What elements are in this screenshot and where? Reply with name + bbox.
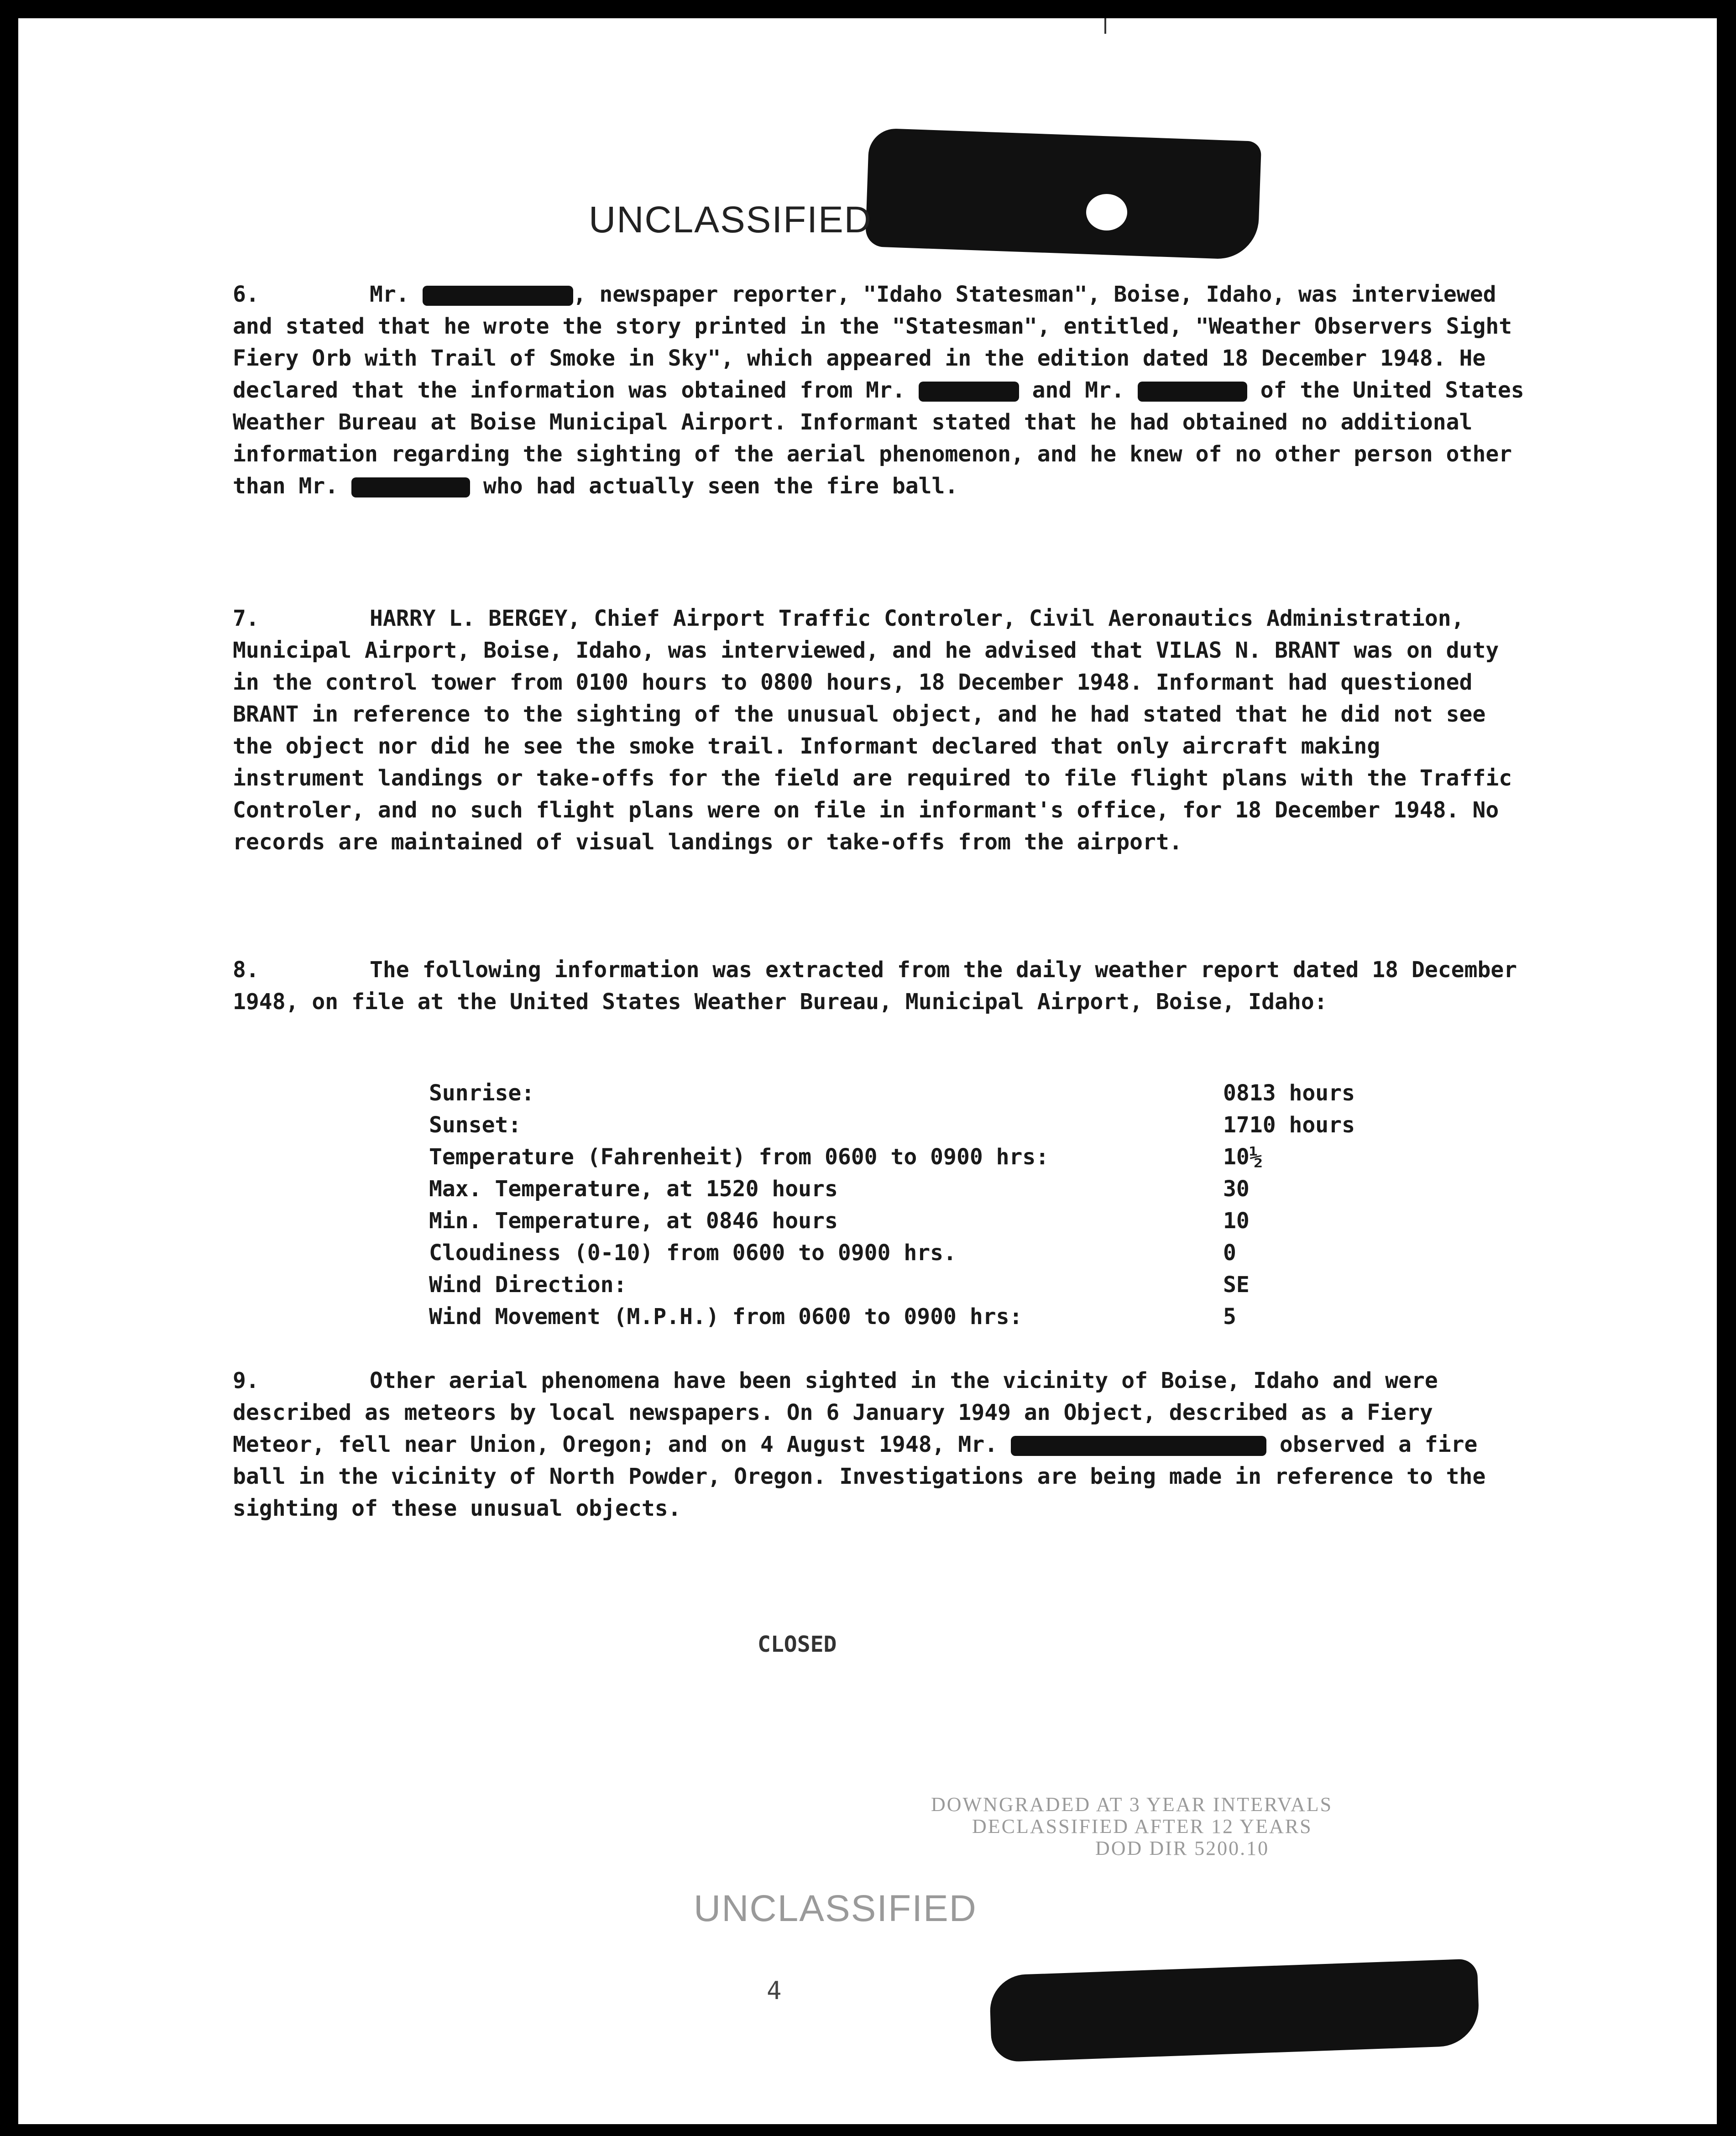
paragraph-text: Mr.	[370, 282, 423, 307]
top-edge-mark	[1104, 18, 1106, 34]
paragraph-8	[233, 954, 1531, 1018]
weather-row	[429, 1205, 1387, 1237]
weather-value: 10	[1223, 1208, 1250, 1234]
paragraph-7	[233, 602, 1524, 858]
paragraph-text: of the United States Weather Bureau at Boise Municipal Airport. Informant stated that he had obtained no additional information regarding the sighting of the aerial phenomenon, and he knew of no other person other than Mr.	[233, 377, 1537, 499]
weather-value: 0813 hours	[1223, 1080, 1355, 1106]
downgrade-line: DOD DIR 5200.10	[1095, 1837, 1270, 1859]
paragraph-number: 7.	[233, 606, 259, 631]
redaction-bar	[423, 286, 573, 306]
paragraph-number: 9.	[233, 1368, 259, 1393]
redaction-blot-top	[865, 128, 1262, 260]
weather-label: Max. Temperature, at 1520 hours	[429, 1176, 838, 1202]
weather-row	[429, 1141, 1387, 1173]
weather-value: SE	[1223, 1272, 1250, 1298]
weather-label: Wind Direction:	[429, 1272, 627, 1298]
paragraph-text: The following information was extracted from the daily weather report dated 18 December 1948, on file at the United States Weather Bureau, Municipal Airport, Boise, Idaho:	[233, 957, 1531, 1015]
paragraph-text: , newspaper reporter, "Idaho Statesman", Boise, Idaho, was interviewed and stated that he wrote the story printed in the "Statesman", entitled, "Weather Observers Sight Fiery Orb with Trail of Smoke in Sky", which appeared in the edition dated 18 December 1948. He declared that the information was obtained from Mr.	[233, 282, 1526, 403]
weather-label: Min. Temperature, at 0846 hours	[429, 1208, 838, 1234]
punch-hole	[1086, 194, 1127, 230]
paragraph-number: 6.	[233, 282, 259, 307]
paragraph-number: 8.	[233, 957, 259, 983]
redaction-bar	[1138, 382, 1247, 402]
classification-stamp-top: UNCLASSIFIED	[589, 199, 872, 241]
redaction-bar	[351, 477, 470, 497]
weather-label: Sunrise:	[429, 1080, 535, 1106]
weather-row	[429, 1237, 1387, 1269]
downgrade-line: DECLASSIFIED AFTER 12 YEARS	[972, 1815, 1312, 1838]
paragraph-text: and Mr.	[1019, 377, 1138, 403]
downgrade-line: DOWNGRADED AT 3 YEAR INTERVALS	[931, 1793, 1333, 1816]
paragraph-text: HARRY L. BERGEY, Chief Airport Traffic Controler, Civil Aeronautics Administration, Municipal Airport, Boise, Idaho, was interviewed, and he advised that VILAS N. BRANT was on duty in the control tower from 0100 hours to 0800 hours, 18 December 1948. Informant had questioned BRANT in reference to the sighting of the unusual object, and he had stated that he did not see the object nor did he see the smoke trail. Informant declared that only aircraft making instrument landings or take-offs for the field are required to file flight plans with the Traffic Controler, and no such flight plans were on file in informant's office, for 18 December 1948. No records are maintained of visual landings or take-offs from the airport.	[233, 606, 1526, 855]
weather-row	[429, 1269, 1387, 1301]
paragraph-6	[233, 278, 1537, 502]
weather-label: Wind Movement (M.P.H.) from 0600 to 0900 hrs:	[429, 1304, 1023, 1330]
redaction-bar	[1011, 1436, 1266, 1456]
weather-row	[429, 1301, 1387, 1333]
weather-row	[429, 1173, 1387, 1205]
weather-value: 1710 hours	[1223, 1112, 1355, 1138]
paragraph-9	[233, 1365, 1524, 1524]
closed-marker: CLOSED	[758, 1632, 837, 1657]
weather-value: 5	[1223, 1304, 1236, 1330]
weather-value: 10½	[1223, 1144, 1263, 1170]
redaction-blot-bottom	[989, 1958, 1480, 2062]
downgrade-stamp	[931, 1794, 1570, 1859]
paragraph-text: observed a fire ball in the vicinity of North Powder, Oregon. Investigations are being made in reference to the sighting of these unusual objects.	[233, 1432, 1499, 1521]
weather-report-table	[429, 1077, 1387, 1333]
document-page	[18, 18, 1717, 2124]
weather-value: 30	[1223, 1176, 1250, 1202]
weather-label: Temperature (Fahrenheit) from 0600 to 0900 hrs:	[429, 1144, 1049, 1170]
paragraph-text: Other aerial phenomena have been sighted in the vicinity of Boise, Idaho and were described as meteors by local newspapers. On 6 January 1949 an Object, described as a Fiery Meteor, fell near Union, Oregon; and on 4 August 1948, Mr.	[233, 1368, 1451, 1457]
classification-stamp-bottom: UNCLASSIFIED	[694, 1888, 977, 1929]
weather-row	[429, 1109, 1387, 1141]
redaction-bar	[919, 382, 1019, 402]
weather-label: Sunset:	[429, 1112, 522, 1138]
weather-label: Cloudiness (0-10) from 0600 to 0900 hrs.	[429, 1240, 957, 1266]
weather-row	[429, 1077, 1387, 1109]
paragraph-text: who had actually seen the fire ball.	[470, 473, 958, 499]
weather-value: 0	[1223, 1240, 1236, 1266]
page-number: 4	[767, 1976, 782, 2005]
